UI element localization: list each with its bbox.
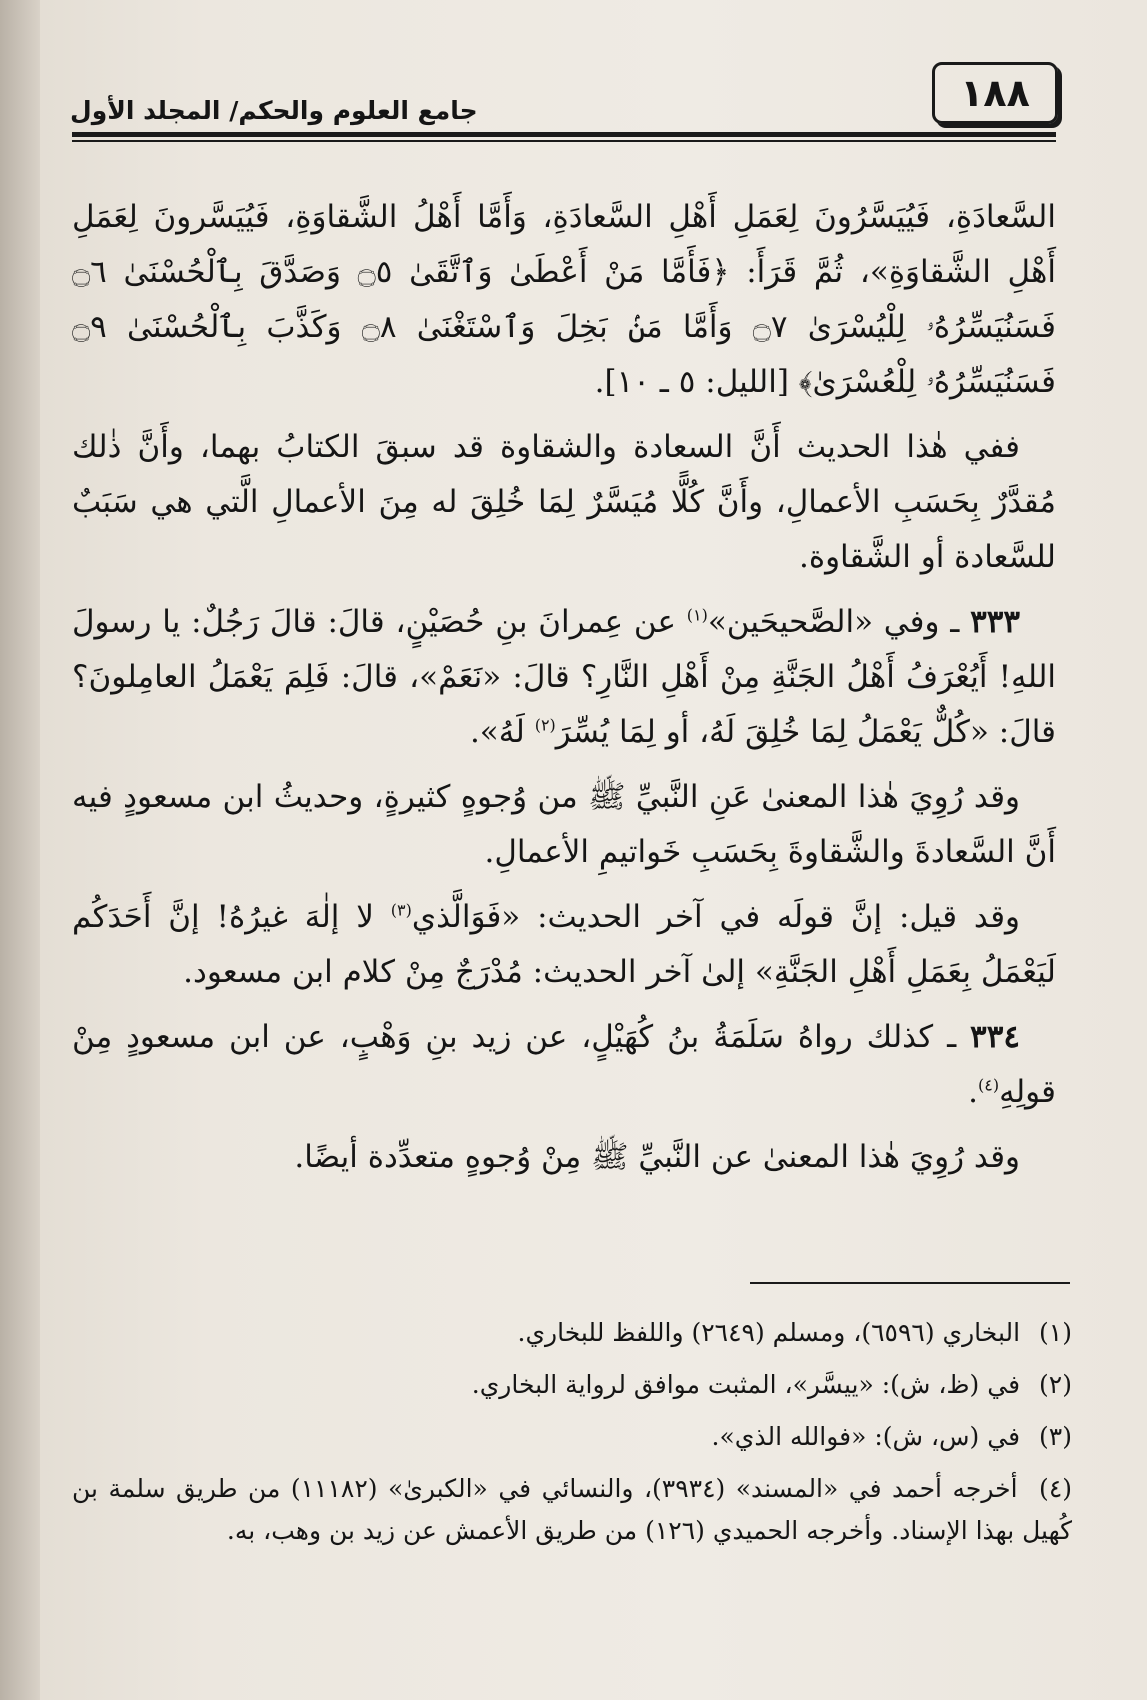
footnote-ref-4[interactable]: (٤) [978,1075,1000,1095]
header-rule-thick [72,132,1056,137]
footnote-text: البخاري (٦٥٩٦)، ومسلم (٢٦٤٩) واللفظ للبخاري. [517,1318,1021,1347]
footnote-mark: (٢) [1039,1370,1072,1399]
footnote-mark: (٣) [1039,1422,1072,1451]
hadith-number: ٣٣٤ [970,1019,1020,1055]
hadith-text: . [968,1074,978,1110]
page-number-box: ١٨٨ [932,62,1058,124]
footnote-ref-1[interactable]: (١) [686,605,708,625]
hadith-334 [72,1010,1056,1120]
footnote-text: في (س، ش): «فوالله الذي». [711,1422,1021,1451]
footnote-3 [72,1416,1072,1458]
main-text [72,190,1056,1195]
hadith-333 [72,595,1056,760]
paragraph-narrated: وقد رُوِيَ هٰذا المعنىٰ عَنِ النَّبيِّ ﷺ من وُجوهٍ كثيرةٍ، وحديثُ ابن مسعودٍ فيه أَنَّ السَّعادةَ والشَّقاوةَ بِحَسَبِ خَواتيمِ الأعمالِ. [72,779,1056,870]
footnote-text: في (ظ، ش): «ييسَّر»، المثبت موافق لرواية البخاري. [471,1370,1021,1399]
paragraph-commentary: ففي هٰذا الحديث أَنَّ السعادة والشقاوة قد سبقَ الكتابُ بهما، وأَنَّ ذٰلك مُقدَّرٌ بِحَسَبِ الأعمالِ، وأَنَّ كُلًّا مُيَسَّرٌ لِمَا خُلِقَ له مِنَ الأعمالِ الَّتي هي سَبَبٌ للسَّعادة أو الشَّقاوة. [72,429,1056,575]
paragraph-text: لا إلٰهَ غيرُهُ! إنَّ أَحَدَكُم لَيَعْمَلُ بِعَمَلِ أَهْلِ الجَنَّةِ» إلىٰ آخر الحديث: مُدْرَجٌ مِنْ كلام ابن مسعود. [72,899,1056,990]
hadith-number: ٣٣٣ [970,604,1021,640]
footnotes-section [72,1312,1072,1562]
footnote-ref-2[interactable]: (٢) [534,715,556,735]
paragraph-text: وقد قيل: إنَّ قولَه في آخر الحديث: «فَوَالَّذي [411,899,1020,935]
paragraph-final: وقد رُوِيَ هٰذا المعنىٰ عن النَّبيِّ ﷺ مِنْ وُجوهٍ متعدِّدة أيضًا. [294,1139,1020,1175]
footnote-4 [72,1468,1072,1552]
paragraph-quran-verse: السَّعادَةِ، فَيُيَسَّرُونَ لِعَمَلِ أَهْلِ السَّعادَةِ، وَأَمَّا أَهْلُ الشَّقاوَةِ، فَيُيَسَّرونَ لِعَمَلِ أَهْلِ الشَّقاوَةِ»، ثُمَّ قَرَأَ: ﴿فَأَمَّا مَنْ أَعْطَىٰ وَٱتَّقَىٰ ۝٥ وَصَدَّقَ بِٱلْحُسْنَىٰ ۝٦ فَسَنُيَسِّرُهُۥ لِلْيُسْرَىٰ ۝٧ وَأَمَّا مَنۢ بَخِلَ وَٱسْتَغْنَىٰ ۝٨ وَكَذَّبَ بِٱلْحُسْنَىٰ ۝٩ فَسَنُيَسِّرُهُۥ لِلْعُسْرَىٰ﴾ [الليل: ٥ ـ ١٠]. [72,199,1056,400]
footnote-2 [72,1364,1072,1406]
page-gutter-shadow [0,0,40,1700]
hadith-text: لَهُ». [469,714,535,750]
hadith-text: ـ وفي «الصَّحيحَين» [707,604,971,640]
running-title: جامع العلوم والحكم/ المجلد الأول [70,96,478,125]
footnote-mark: (١) [1039,1318,1072,1347]
footnote-separator [750,1282,1070,1284]
hadith-text: عن عِمرانَ بنِ حُصَيْنٍ، قالَ: قالَ رَجُلٌ: يا رسولَ اللهِ! أَيُعْرَفُ أَهْلُ الجَنَّةِ مِنْ أَهْلِ النَّارِ؟ قالَ: «نَعَمْ»، قالَ: فَلِمَ يَعْمَلُ العامِلونَ؟ قالَ: «كُلٌّ يَعْمَلُ لِمَا خُلِقَ لَهُ، أو لِمَا يُسِّرَ [72,604,1056,750]
footnote-1 [72,1312,1072,1354]
footnote-mark: (٤) [1039,1474,1073,1503]
header-rule-thin [72,140,1056,142]
hadith-text: ـ كذلك رواهُ سَلَمَةُ بنُ كُهَيْلٍ، عن زيد بنِ وَهْبٍ، عن ابن مسعودٍ مِنْ قولِهِ [72,1019,1056,1110]
paragraph-it-was-said [72,890,1056,1000]
footnote-text: أخرجه أحمد في «المسند» (٣٩٣٤)، والنسائي في «الكبرىٰ» (١١١٨٢) من طريق سلمة بن كُهيل بهذا الإسناد. وأخرجه الحميدي (١٢٦) من طريق الأعمش عن زيد بن وهب، به. [72,1474,1072,1545]
footnote-ref-3[interactable]: (٣) [390,900,412,920]
